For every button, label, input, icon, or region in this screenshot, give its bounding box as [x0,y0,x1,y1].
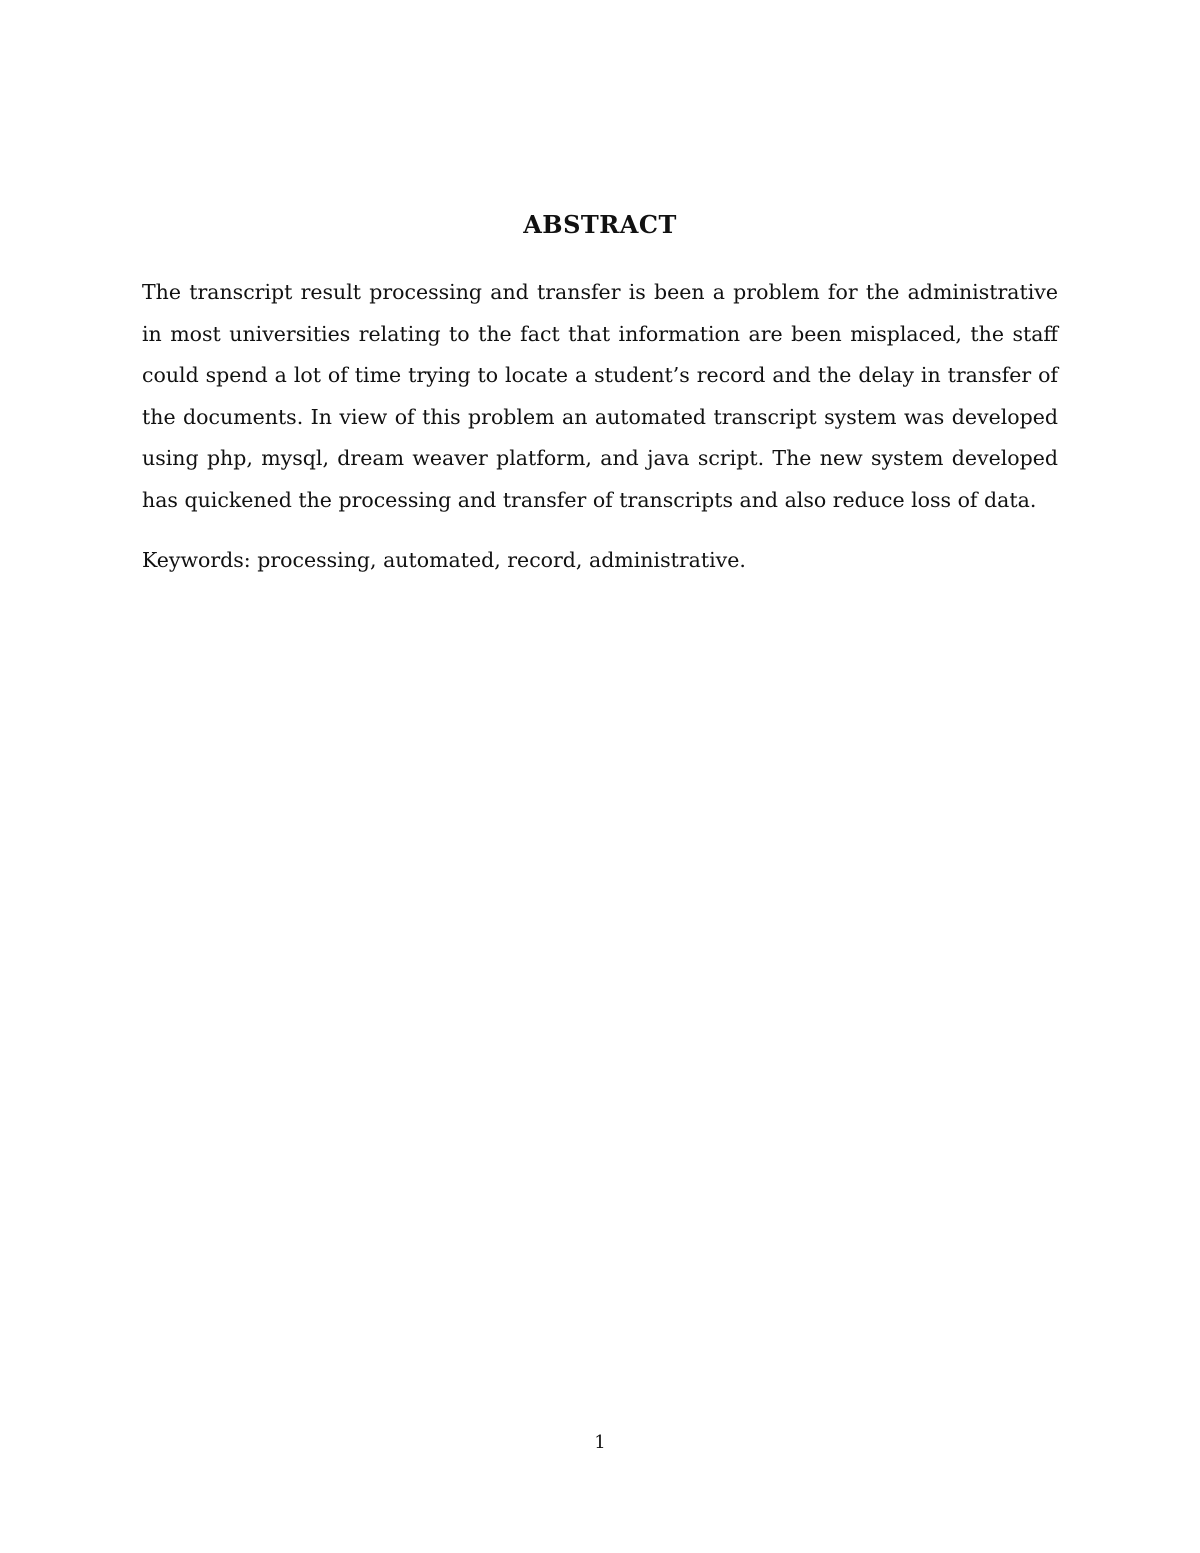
abstract-paragraph: The transcript result processing and transfer is been a problem for the administrative in most universities relating to the fact that information are been misplaced, the staff could spend a lot of time trying to locate a student’s record and the delay in transfer of the documents. In view of this problem an automated transcript system was developed using php, mysql, dream weaver platform, and java script. The new system developed has quickened the processing and transfer of transcripts and also reduce loss of data. [142,280,1058,512]
page-number: 1 [594,1432,606,1453]
keywords-line: Keywords: processing, automated, record, administrative. [142,548,746,572]
page-title: ABSTRACT [523,210,677,239]
